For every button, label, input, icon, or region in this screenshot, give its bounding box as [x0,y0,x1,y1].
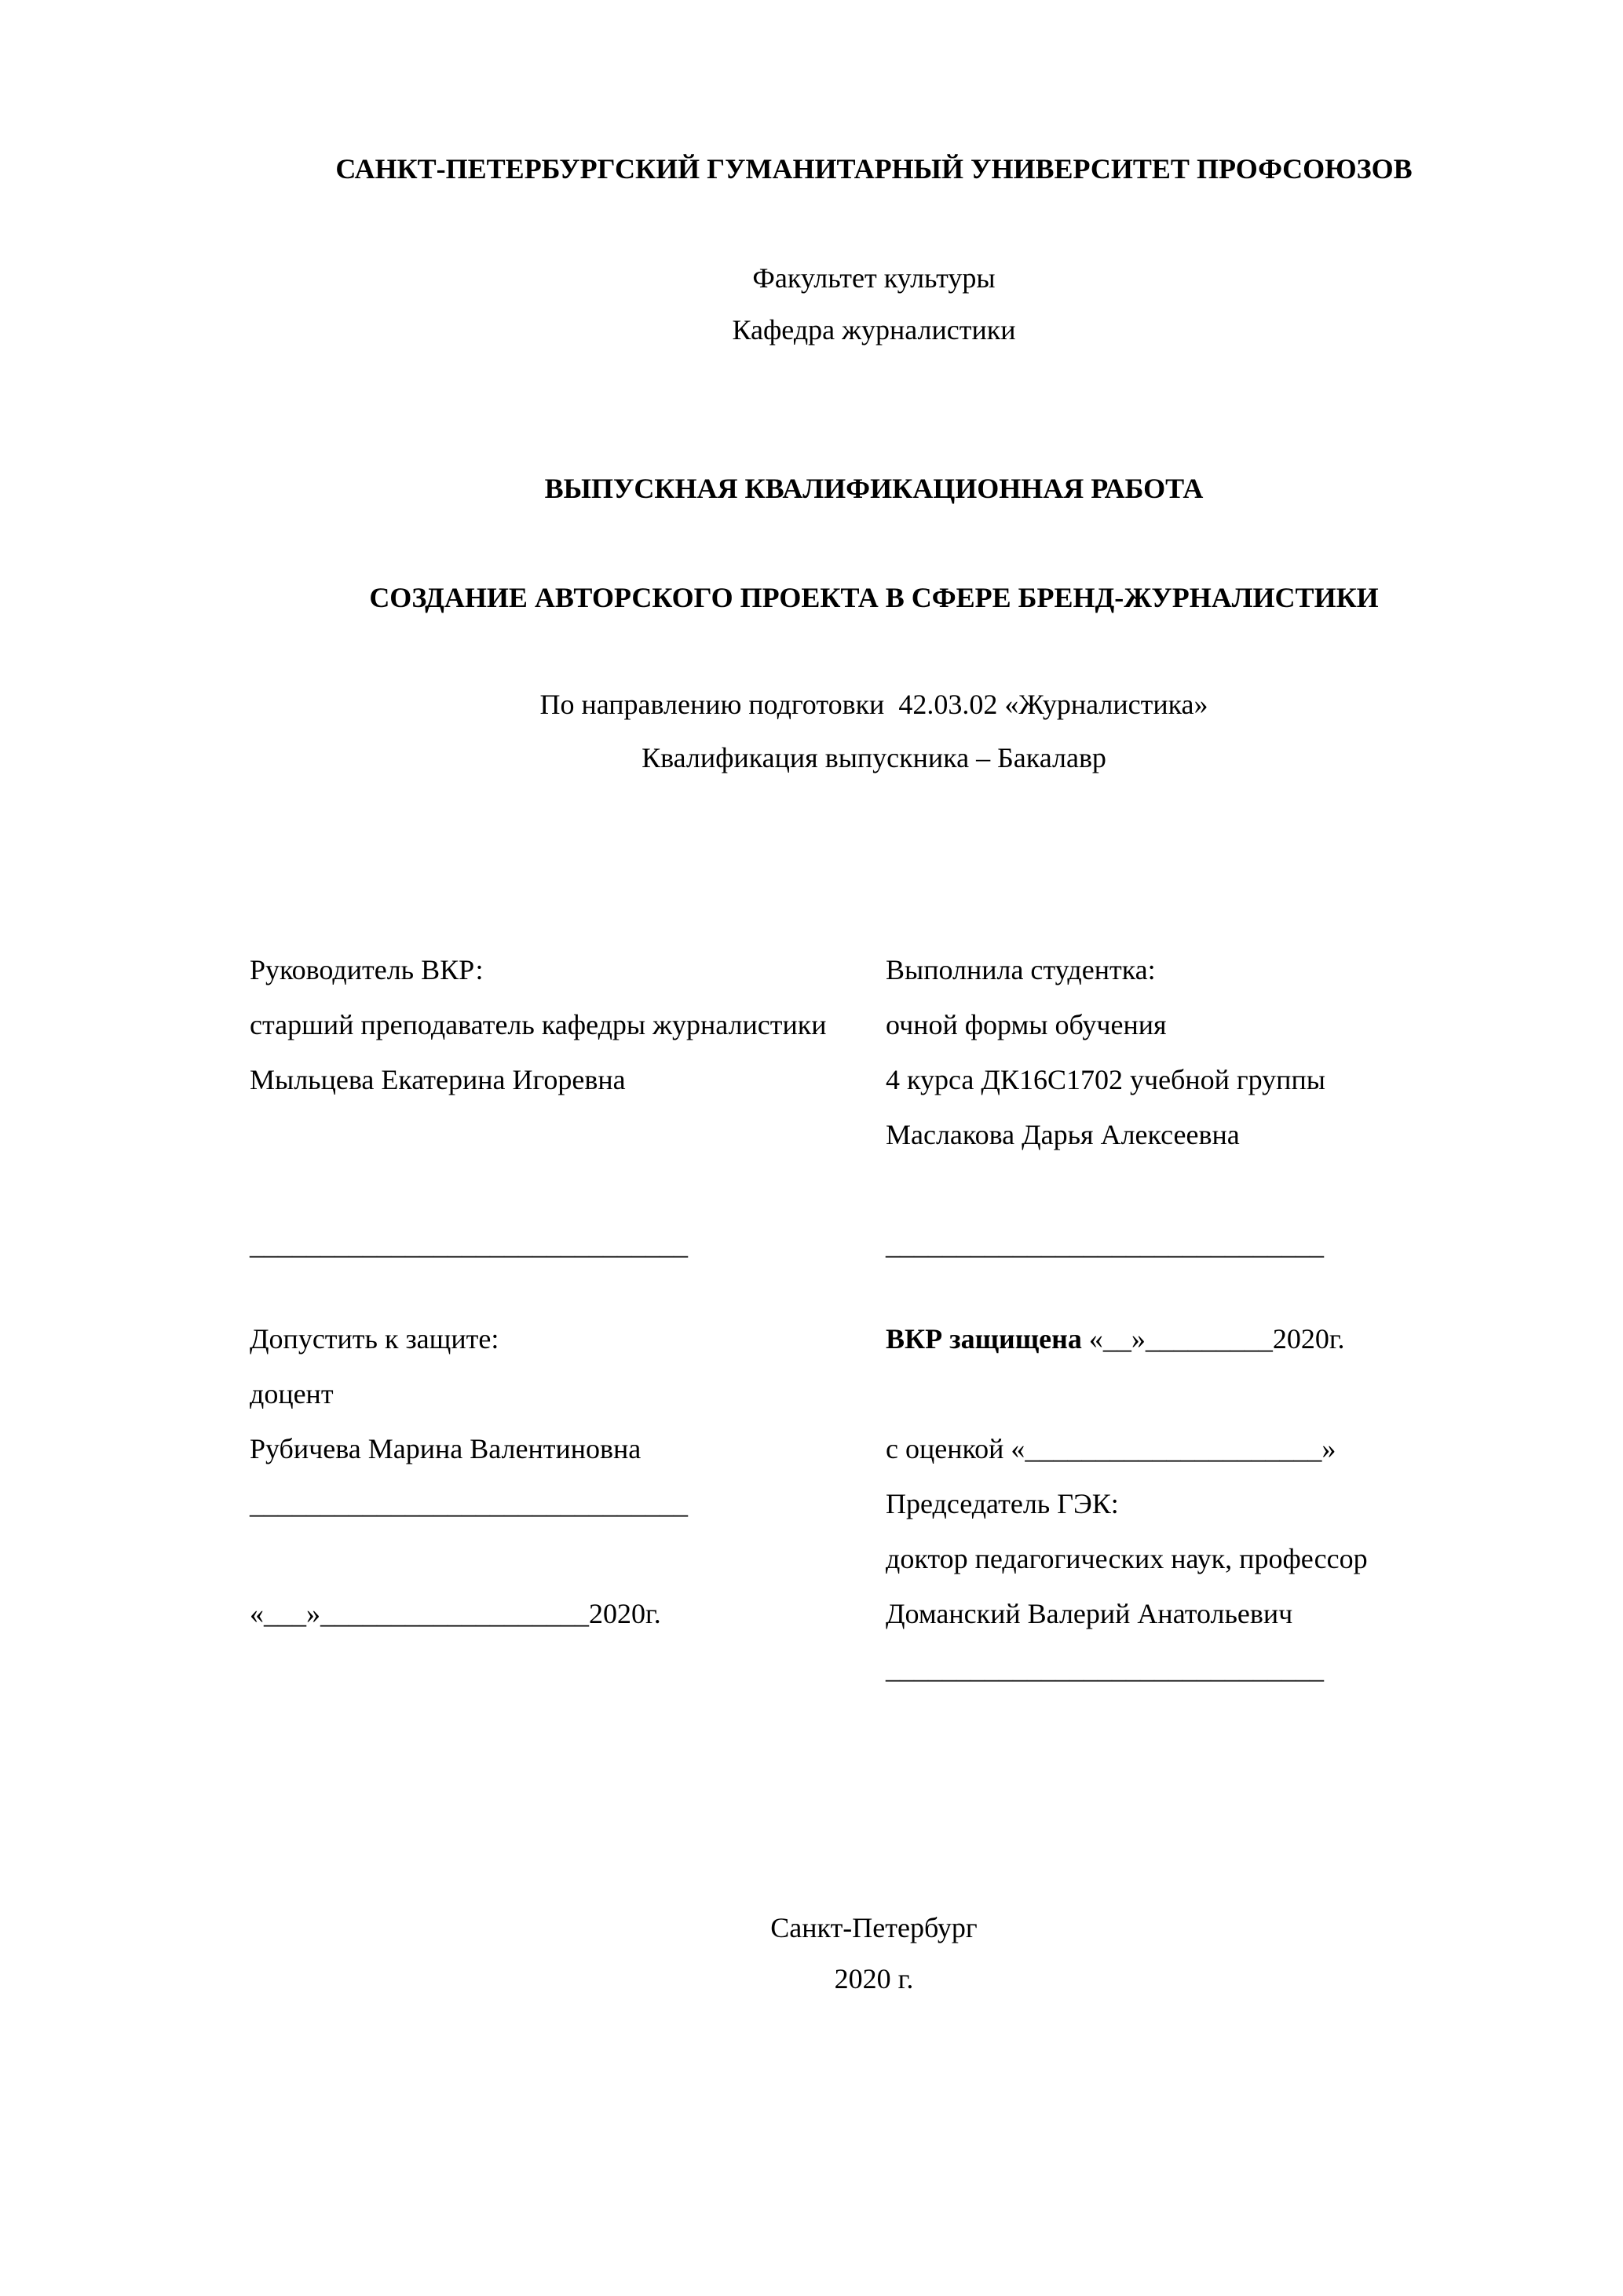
department-name: Кафедра журналистики [732,314,1016,345]
thesis-title: СОЗДАНИЕ АВТОРСКОГО ПРОЕКТА В СФЕРЕ БРЕНД-ЖУРНАЛИСТИКИ [369,582,1379,613]
student-block [886,942,1530,1272]
admission-label: Допустить к защите: [250,1323,499,1355]
spacer-line [250,1641,894,1696]
student-name: Маслакова Дарья Алексеевна [886,1119,1240,1150]
spacer-line [886,1366,1530,1421]
defense-label: ВКР защищена [886,1323,1082,1355]
admission-position: доцент [250,1378,334,1409]
faculty-name: Факультет культуры [752,262,996,294]
admission-signature-line: _______________________________ [250,1488,688,1519]
spacer-line [250,1107,894,1162]
study-program: По направлению подготовки 42.03.02 «Журналистика» [539,689,1208,720]
defense-date-line: «__»_________2020г. [1081,1323,1345,1355]
advisor-label: Руководитель ВКР: [250,954,484,985]
chairman-name: Доманский Валерий Анатольевич [886,1598,1293,1629]
university-name: САНКТ-ПЕТЕРБУРГСКИЙ ГУМАНИТАРНЫЙ УНИВЕРСИТЕТ ПРОФСОЮЗОВ [335,153,1413,185]
admission-date-line: «___»___________________2020г. [250,1598,661,1629]
spacer-line [250,1531,894,1586]
advisor-block [250,942,894,1272]
chairman-label: Председатель ГЭК: [886,1488,1119,1519]
student-label: Выполнила студентка: [886,954,1156,985]
city: Санкт-Петербург [770,1912,978,1943]
work-type-heading: ВЫПУСКНАЯ КВАЛИФИКАЦИОННАЯ РАБОТА [544,473,1204,504]
student-signature-line: _______________________________ [886,1229,1324,1260]
advisor-name: Мыльцева Екатерина Игоревна [250,1064,626,1095]
admission-name: Рубичева Марина Валентиновна [250,1433,642,1464]
qualification: Квалификация выпускника – Бакалавр [642,742,1106,773]
defense-block [886,1311,1530,1696]
chairman-position: доктор педагогических наук, профессор [886,1543,1368,1574]
advisor-position: старший преподаватель кафедры журналистики [250,1009,827,1040]
admission-block [250,1311,894,1696]
defense-grade-line: с оценкой «_____________________» [886,1433,1336,1464]
advisor-signature-line: _______________________________ [250,1229,688,1260]
chairman-signature-line: _______________________________ [886,1653,1324,1684]
year: 2020 г. [834,1963,914,1994]
student-group: 4 курса ДК16С1702 учебной группы [886,1064,1325,1095]
spacer-line [886,1162,1530,1217]
student-study-form: очной формы обучения [886,1009,1167,1040]
defense-date-row [886,1311,1530,1366]
spacer-line [250,1162,894,1217]
